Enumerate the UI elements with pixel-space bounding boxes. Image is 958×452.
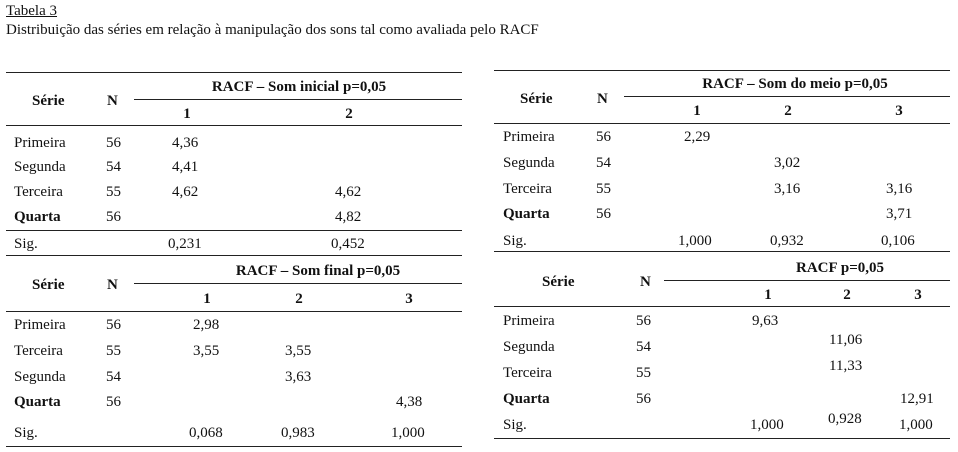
row-value: 11,33 [829,358,863,374]
row-n: 56 [596,206,611,222]
col-n-header: N [597,91,608,107]
row-n: 55 [106,184,121,200]
row-value: 3,63 [285,369,312,385]
row-value: 11,06 [829,332,863,348]
table-title: Distribuição das séries em relação à manipulação dos sons tal como avaliada pelo RACF [6,22,539,38]
header-group: RACF – Som do meio p=0,05 [702,76,888,92]
col-serie-header: Série [520,91,553,107]
sig-label: Sig. [503,233,527,249]
sig-value: 0,106 [881,233,915,249]
col-n-header: N [640,274,651,290]
row-serie: Terceira [503,365,552,381]
row-value: 9,63 [752,313,779,329]
header-group: RACF p=0,05 [796,260,884,276]
row-serie: Quarta [14,209,61,225]
group-header: 3 [914,287,922,303]
row-n: 56 [106,317,121,333]
row-value: 4,62 [335,184,362,200]
row-serie: Primeira [14,317,66,333]
row-serie: Quarta [503,391,550,407]
row-serie: Terceira [503,181,552,197]
group-header: 1 [203,291,211,307]
row-n: 55 [106,343,121,359]
sig-value: 0,983 [281,425,315,441]
col-n-header: N [107,277,118,293]
row-value: 3,16 [774,181,801,197]
row-value: 4,36 [172,135,199,151]
row-value: 4,38 [396,394,423,410]
group-header: 1 [183,106,191,122]
col-serie-header: Série [32,93,65,109]
row-serie: Terceira [14,343,63,359]
sig-label: Sig. [14,425,38,441]
row-value: 12,91 [900,391,934,407]
sig-value: 1,000 [391,425,425,441]
row-n: 56 [106,209,121,225]
row-value: 3,02 [774,155,801,171]
row-n: 56 [636,391,651,407]
row-value: 2,98 [193,317,220,333]
row-serie: Quarta [14,394,61,410]
sig-value: 1,000 [750,417,784,433]
col-serie-header: Série [32,277,65,293]
row-value: 3,16 [886,181,913,197]
row-n: 56 [636,313,651,329]
row-serie: Terceira [14,184,63,200]
row-serie: Primeira [503,313,555,329]
row-n: 55 [636,365,651,381]
row-n: 56 [106,135,121,151]
sig-label: Sig. [14,236,38,252]
group-header: 2 [295,291,303,307]
table-label: Tabela 3 [6,3,58,19]
row-n: 54 [106,369,121,385]
sig-value: 0,452 [331,236,365,252]
group-header: 1 [764,287,772,303]
group-header: 3 [895,103,903,119]
row-value: 4,62 [172,184,199,200]
sig-label: Sig. [503,417,527,433]
row-value: 3,55 [285,343,312,359]
row-value: 3,71 [886,206,913,222]
row-serie: Segunda [14,159,66,175]
sig-value: 1,000 [678,233,712,249]
col-serie-header: Série [542,274,575,290]
row-n: 54 [636,339,651,355]
row-serie: Quarta [503,206,550,222]
row-serie: Segunda [14,369,66,385]
sig-value: 0,068 [189,425,223,441]
sig-value: 0,932 [770,233,804,249]
row-value: 3,55 [193,343,220,359]
row-value: 4,41 [172,159,199,175]
group-header: 2 [784,103,792,119]
row-value: 2,29 [684,129,711,145]
table-caption [6,2,539,40]
row-serie: Segunda [503,155,555,171]
group-header: 2 [843,287,851,303]
sig-value: 0,928 [828,411,862,427]
col-n-header: N [107,93,118,109]
sig-value: 0,231 [168,236,202,252]
row-n: 56 [106,394,121,410]
row-serie: Primeira [14,135,66,151]
sig-value: 1,000 [899,417,933,433]
group-header: 1 [693,103,701,119]
header-group: RACF – Som final p=0,05 [235,263,401,279]
row-value: 4,82 [335,209,362,225]
row-serie: Primeira [503,129,555,145]
header-group: RACF – Som inicial p=0,05 [211,79,387,95]
row-n: 54 [596,155,611,171]
row-n: 54 [106,159,121,175]
group-header: 2 [345,106,353,122]
row-n: 55 [596,181,611,197]
row-n: 56 [596,129,611,145]
row-serie: Segunda [503,339,555,355]
group-header: 3 [405,291,413,307]
